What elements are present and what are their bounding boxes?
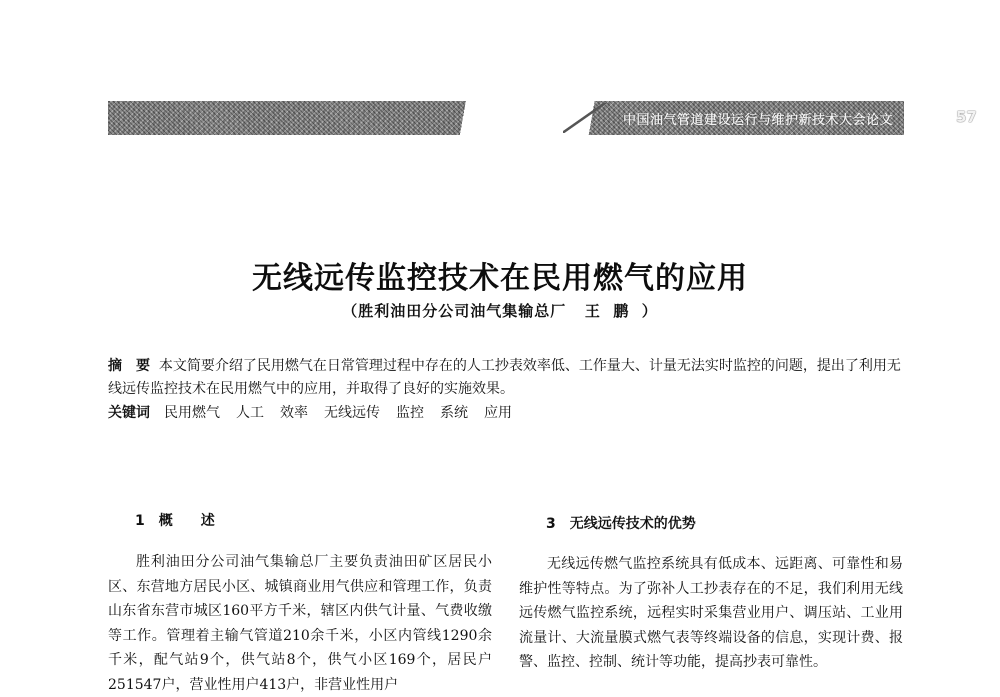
journal-name: 中国油气管道建设运行与维护新技术大会论文	[623, 113, 894, 128]
keyword: 应用	[484, 405, 512, 421]
section-body-advantages	[519, 552, 903, 675]
keywords	[108, 402, 528, 424]
journal-header-banner	[108, 101, 977, 135]
abstract-label: 摘 要	[108, 358, 150, 374]
keyword: 系统	[440, 405, 468, 421]
keyword: 民用燃气	[164, 405, 220, 421]
keyword: 人工	[236, 405, 264, 421]
keywords-label: 关键词	[108, 405, 150, 421]
paper-title: 无线远传监控技术在民用燃气的应用	[252, 261, 748, 296]
page-number: 57	[956, 108, 977, 126]
abstract-text: 本文简要介绍了民用燃气在日常管理过程中存在的人工抄表效率低、工作量大、计量无法实时监控的问题，提出了利用无线远传监控技术在民用燃气中的应用，并取得了良好的实施效果。	[108, 358, 901, 397]
section-body-overview	[108, 550, 492, 697]
keyword: 效率	[280, 405, 308, 421]
author-line: （胜利油田分公司油气集输总厂 王 鹏 ）	[342, 302, 658, 320]
keyword: 无线远传	[324, 405, 380, 421]
banner-slash	[563, 103, 608, 133]
section-heading-overview: 1 概 述	[135, 513, 215, 529]
keyword: 监控	[396, 405, 424, 421]
abstract	[108, 355, 904, 401]
paragraph: 胜利油田分公司油气集输总厂主要负责油田矿区居民小区、东营地方居民小区、城镇商业用气供应和管理工作，负责山东省东营市城区160平方千米，辖区内供气计量、气费收缴等工作。管理着主输气管道210余千米，小区内管线1290余千米，配气站9个，供气站8个，供气小区169个，居民户251547户，营业性用户413户，非营业性用户	[108, 554, 492, 693]
paragraph: 无线远传燃气监控系统具有低成本、远距离、可靠性和易维护性等特点。为了弥补人工抄表存在的不足，我们利用无线远传燃气监控系统，远程实时采集营业用户、调压站、工业用流量计、大流量膜式燃气表等终端设备的信息，实现计费、报警、监控、控制、统计等功能，提高抄表可靠性。	[519, 556, 903, 670]
section-heading-advantages: 3 无线远传技术的优势	[546, 516, 696, 532]
